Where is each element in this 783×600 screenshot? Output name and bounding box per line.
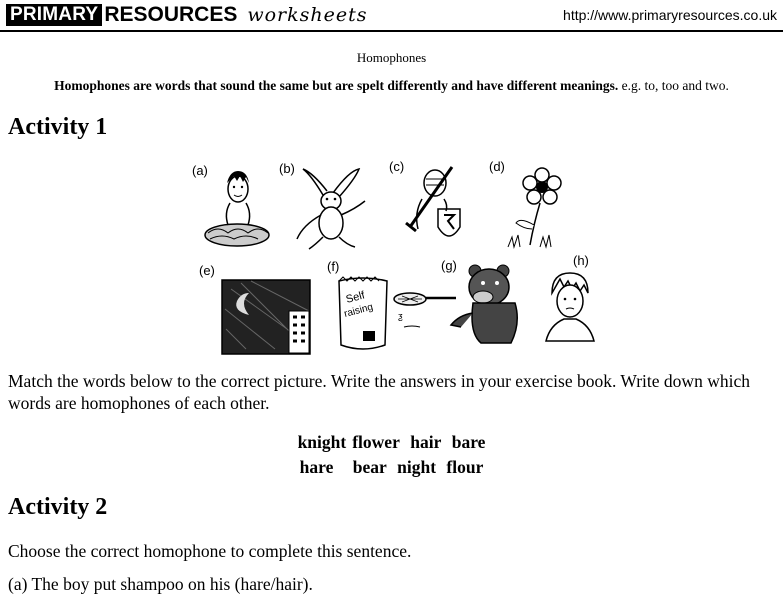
flour-scribble: ƺ: [398, 311, 403, 321]
primary-resources-logo: [6, 4, 368, 26]
logo-primary-text: PRIMARY: [6, 4, 102, 26]
word-night: night: [397, 457, 437, 477]
hare-picture: [293, 165, 373, 255]
picture-label-h: (h): [573, 253, 589, 268]
picture-label-d: (d): [489, 159, 505, 174]
word-bank-row-1: [0, 430, 783, 455]
logo-worksheets-text: worksheets: [247, 4, 368, 26]
word-hare: hare: [299, 457, 334, 477]
hair-boy-picture: [540, 271, 600, 343]
bag-text-self: Self: [344, 289, 367, 306]
picture-label-e: (e): [199, 263, 215, 278]
picture-label-f: (f): [327, 259, 340, 274]
word-knight: knight: [297, 432, 347, 452]
activity-1-instructions: Match the words below to the correct picture. Write the answers in your exercise book. Write down which words are homophones of each other.: [8, 371, 750, 413]
activity-1-heading: Activity 1: [8, 114, 108, 140]
word-bank: [0, 430, 783, 480]
picture-label-c: (c): [389, 159, 405, 174]
night-picture: [221, 279, 311, 355]
word-bare: bare: [451, 432, 486, 452]
site-url: http://www.primaryresources.co.uk: [563, 7, 777, 23]
logo-resources-text: RESOURCES: [104, 3, 238, 26]
page-header: [0, 0, 783, 30]
homophone-definition: [0, 78, 783, 94]
picture-grid: [185, 155, 605, 355]
activity-2-instruction: Choose the correct homophone to complete this sentence.: [8, 541, 412, 561]
page-subtitle: Homophones: [356, 50, 427, 65]
bag-text-raising: raising: [342, 301, 375, 320]
bear-picture: [447, 263, 527, 345]
flower-picture: [500, 167, 570, 252]
picture-label-a: (a): [192, 163, 208, 178]
picture-label-b: (b): [279, 161, 295, 176]
knight-picture: [400, 163, 470, 253]
word-hair: hair: [410, 432, 442, 452]
picture-label-g: (g): [441, 258, 457, 273]
activity-2-heading: Activity 2: [8, 494, 108, 520]
hair-nest-picture: [200, 165, 275, 250]
word-flour: flour: [446, 457, 484, 477]
flour-bag-picture: [333, 275, 393, 355]
definition-bold: Homophones are words that sound the same but are spelt differently and have different meanings.: [54, 78, 619, 93]
word-bear: bear: [352, 457, 387, 477]
word-flower: flower: [352, 432, 400, 452]
definition-example: e.g. to, too and two.: [621, 78, 729, 93]
sentence-a: (a) The boy put shampoo on his (hare/hair).: [8, 574, 313, 594]
word-bank-row-2: [0, 455, 783, 480]
header-divider: [0, 30, 783, 32]
